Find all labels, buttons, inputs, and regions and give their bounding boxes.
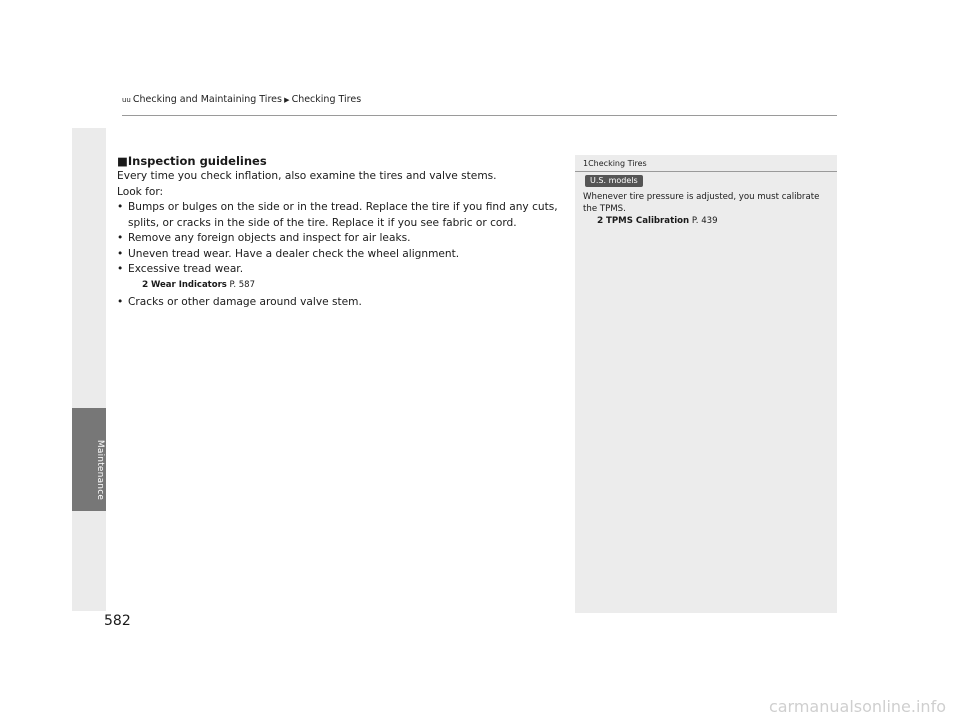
wear-indicators-link[interactable] (128, 278, 562, 292)
page-number: 582 (104, 613, 131, 629)
sidebar-note (575, 155, 837, 613)
section-heading (117, 154, 562, 169)
tpms-calibration-link[interactable] (583, 215, 823, 227)
breadcrumb-arrow-icon: uu (122, 96, 131, 104)
list-item-text: Uneven tread wear. Have a dealer check the wheel alignment. (128, 247, 460, 260)
square-bullet-icon: ■ (117, 154, 128, 168)
list-item-text: Excessive tread wear. (128, 263, 244, 275)
list-item (117, 200, 562, 231)
sidebar-number: 1 (583, 159, 589, 168)
list-item (117, 295, 562, 311)
side-tab-label: Maintenance (95, 439, 105, 501)
xref-title: Wear Indicators (150, 279, 227, 290)
list-item (117, 247, 562, 263)
bullet-dot-icon: • (117, 232, 124, 244)
cross-reference-icon: 2 (142, 279, 149, 290)
watermark: carmanualsonline.info (768, 697, 946, 716)
xref-title: TPMS Calibration (606, 216, 690, 226)
breadcrumb (122, 94, 361, 105)
list-item-text: Remove any foreign objects and inspect for air leaks. (128, 232, 411, 244)
main-content (117, 154, 562, 310)
sidebar-body (583, 191, 823, 227)
model-badge: U.S. models (585, 175, 643, 187)
breadcrumb-item-checking-tires[interactable]: Checking Tires (291, 94, 362, 105)
sidebar-divider (575, 171, 837, 172)
cross-reference-icon: 2 (597, 216, 604, 226)
bullet-dot-icon: • (117, 263, 124, 275)
xref-page: P. 439 (691, 216, 718, 226)
breadcrumb-item-checking-maintaining-tires[interactable]: Checking and Maintaining Tires (132, 94, 282, 105)
bullet-dot-icon: • (117, 295, 124, 308)
header-divider (122, 115, 837, 116)
intro-paragraph: Every time you check inflation, also examine the tires and valve stems. (117, 170, 497, 182)
sidebar-body-text: Whenever tire pressure is adjusted, you must calibrate the TPMS. (583, 192, 820, 214)
side-tab-inactive-bottom (72, 511, 106, 611)
list-item-text: Bumps or bulges on the side or in the tread. Replace the tire if you find any cuts, splits, or cracks in the side of the tire. Replace it if you see fabric or cord. (128, 201, 558, 229)
list-item (117, 231, 562, 247)
section-heading-text: Inspection guidelines (127, 154, 267, 168)
bullet-dot-icon: • (117, 247, 124, 260)
sidebar-header (583, 159, 647, 168)
xref-page: P. 587 (229, 279, 255, 290)
inspection-list (117, 200, 562, 310)
side-tab-inactive-top (72, 128, 106, 408)
list-item (117, 262, 562, 292)
sidebar-header-text: Checking Tires (588, 159, 647, 168)
look-for-label: Look for: (117, 185, 164, 198)
bullet-dot-icon: • (117, 201, 124, 213)
list-item-text: Cracks or other damage around valve stem. (128, 295, 362, 308)
breadcrumb-separator-icon: ▶ (281, 96, 290, 104)
